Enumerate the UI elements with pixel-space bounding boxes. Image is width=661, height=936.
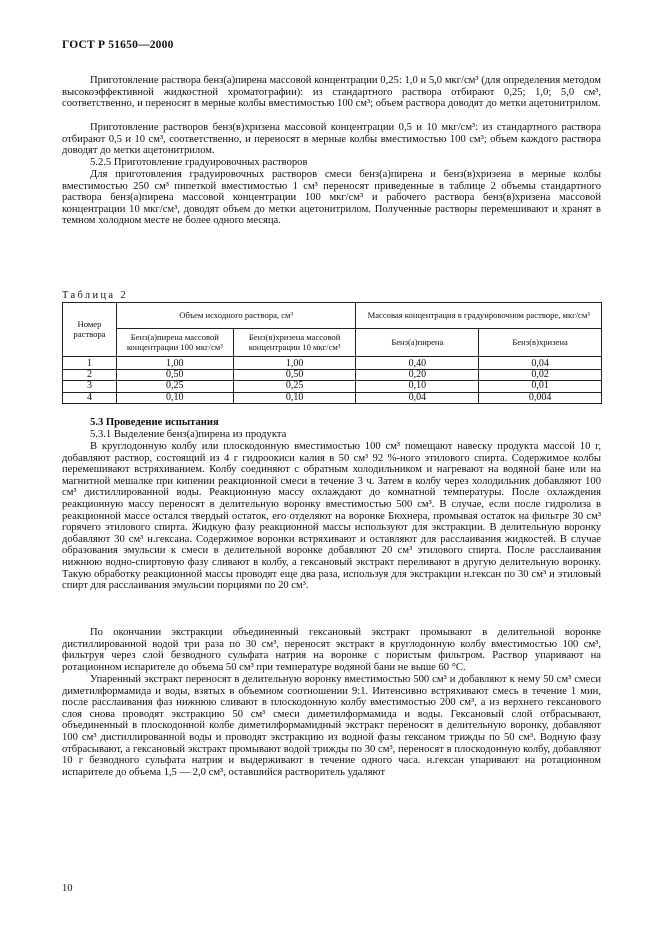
document-header: ГОСТ Р 51650—2000 xyxy=(62,39,174,51)
table-cell: 1,00 xyxy=(116,357,233,370)
table-cell: 2 xyxy=(63,370,117,381)
subheader-benzapyrene-volume: Бенз(а)пирена массовой концентрации 100 мкг/см³ xyxy=(116,329,233,357)
table-cell: 0,04 xyxy=(356,392,479,403)
table-caption: Таблица 2 xyxy=(62,290,129,301)
table-row xyxy=(63,357,602,370)
paragraph-extraction-procedure: В круглодонную колбу или плоскодонную вместимостью 100 см³ помещают навеску продукта массой 10 г, добавляют раствор, состоящий из 4 г гидроокиси калия в 50 см³ 92 %-ного этилового спирта. Содержимое колбы перемешивают встряхиванием. Колбу соединяют с обратным холодильником и нагревают на водяной бане или на магнитной мешалке при кипении реакционной смеси в течение 3 ч. Затем в колбу через холодильник добавляют 100 см³ дистиллированной воды. Реакционную массу охлаждают до комнатной температуры. После охлаждения реакционную массу переносят в делительную воронку вместимостью 500 см³. В случае, если после гидролиза в реакционной массе остался твердый остаток, его отделяют на воронке Бюхнера, промывая остаток на фильтре 30 см³ горячего этилового спирта. Жидкую фазу реакционной массы используют для экстракции. В делительную воронку добавляют 30 см³ н.гексана. Содержимое воронки встряхивают и оставляют для расслаивания жидкостей. В случае образования эмульсии к смеси в делительной воронке добавляют 20 см³ этилового спирта. После расслаивания нижнюю водно-спиртовую фазу сливают в колбу, а гексановый экстракт переливают в другую делительную воронку. Такую обработку реакционной массы проводят еще два раза, используя для экстракции н.гексан по 30 см³ и этиловый спирт для расслаивания эмульсии порциями по 20 см³. xyxy=(62,441,601,592)
table-cell: 3 xyxy=(63,381,117,392)
paragraph-dmf-extraction: Упаренный экстракт переносят в делительную воронку вместимостью 500 см³ и добавляют к нему 50 см³ смеси диметилформамида и воды, взятых в объемном соотношении 9:1. Интенсивно встряхивают смесь в течение 1 мин, после расслаивания фаз нижнюю сливают в плоскодонную колбу вместимостью 200 см³, а из верхнего гексанового слоя снова проводят экстракцию 50 см³ смеси диметилформамида и воды. Гексановый слой отбрасывают, объединенный в плоскодонной колбе диметилформамидный экстракт переносят в делительную воронку, добавляют 100 см³ дистиллированной воды и проводят экстракцию из водной фазы гексаном трижды по 50 см³. Водную фазу отбрасывают, а гексановый экстракт промывают водой трижды по 30 см³, переносят в плоскодонную колбу, добавляют 10 г безводного сульфата натрия и выдерживают в течение одного часа. н.гексан упаривают на ротационном испарителе до объема 1,5 — 2,0 см³, оставшийся растворитель удаляют xyxy=(62,674,601,778)
page-number: 10 xyxy=(62,883,73,894)
table-2 xyxy=(62,302,602,404)
table-cell: 0,50 xyxy=(116,370,233,381)
paragraph-calibration-solutions: Для приготовления градуировочных растворов смеси бенз(а)пирена и бенз(в)хризена в мерные колбы вместимостью 250 см³ пипеткой вместимостью 1 см³ переносят приведенные в таблице 2 объемы стандартного раствора бенз(а)пирена массовой концентрации 100 мкг/см³ и рабочего раствора бенз(в)хризена массовой концентрации 10 мкг/см³, доводят объем до метки ацетонитрилом. Полученные растворы перемешивают и хранят в темном холодном месте не более одного месяца. xyxy=(62,169,601,227)
table-cell: 0,20 xyxy=(356,370,479,381)
table-cell: 0,25 xyxy=(116,381,233,392)
table-cell: 0,004 xyxy=(479,392,602,403)
subheader-benzapyrene-concentration: Бенз(а)пирена xyxy=(356,329,479,357)
column-header-number: Номер раствора xyxy=(63,303,117,357)
table-cell: 0,10 xyxy=(356,381,479,392)
subheader-benzochrysene-concentration: Бенз(в)хризена xyxy=(479,329,602,357)
paragraph-benzapyrene-solution: Приготовление раствора бенз(а)пирена массовой концентрации 0,25: 1,0 и 5,0 мкг/см³ (для определения методом высокоэффективной жидкостной хроматографии): из стандартного раствора отбирают 0,25; 1,0; 5,0 см³, соответственно, и переносят в мерные колбы вместимостью 100 см³; объем раствора доводят до метки ацетонитрилом. xyxy=(62,75,601,110)
table-cell: 0,50 xyxy=(233,370,356,381)
section-heading-5-3: 5.3 Проведение испытания xyxy=(90,417,219,428)
table-cell: 0,10 xyxy=(233,392,356,403)
paragraph-hexane-washing: По окончании экстракции объединенный гексановый экстракт промывают в делительной воронке дистиллированной водой три раза по 30 см³, переносят экстракт в круглодонную колбу вместимостью 100 см³, фильтруя через слой безводного сульфата натрия на воронке с пористым фильтром. Раствор упаривают на ротационном испарителе до объема 50 см³ при температуре водяной бани не выше 60 °С. xyxy=(62,627,601,673)
table-cell: 1 xyxy=(63,357,117,370)
table-row xyxy=(63,392,602,403)
table-cell: 4 xyxy=(63,392,117,403)
paragraph-benzochrysene-solution: Приготовление растворов бенз(в)хризена массовой концентрации 0,5 и 10 мкг/см³: из стандартного раствора отбирают 0,5 и 10 см³, соответственно, и переносят в мерные колбы вместимостью 100 см³; объем каждого раствора доводят до метки ацетонитрилом. xyxy=(62,122,601,157)
table-cell: 0,10 xyxy=(116,392,233,403)
table-cell: 1,00 xyxy=(233,357,356,370)
subheader-benzochrysene-volume: Бенз(в)хризена массовой концентрации 10 мкг/см³ xyxy=(233,329,356,357)
table-cell: 0,02 xyxy=(479,370,602,381)
table-cell: 0,25 xyxy=(233,381,356,392)
section-heading-5-3-1: 5.3.1 Выделение бенз(а)пирена из продукта xyxy=(90,429,287,440)
section-heading-5-2-5: 5.2.5 Приготовление градуировочных растворов xyxy=(90,157,308,168)
table-cell: 0,01 xyxy=(479,381,602,392)
column-group-concentration: Массовая концентрация в градуировочном растворе, мкг/см³ xyxy=(356,303,602,329)
table-row xyxy=(63,370,602,381)
table-cell: 0,04 xyxy=(479,357,602,370)
table-cell: 0,40 xyxy=(356,357,479,370)
column-group-volume: Объем исходного раствора, см³ xyxy=(116,303,356,329)
table-row xyxy=(63,381,602,392)
